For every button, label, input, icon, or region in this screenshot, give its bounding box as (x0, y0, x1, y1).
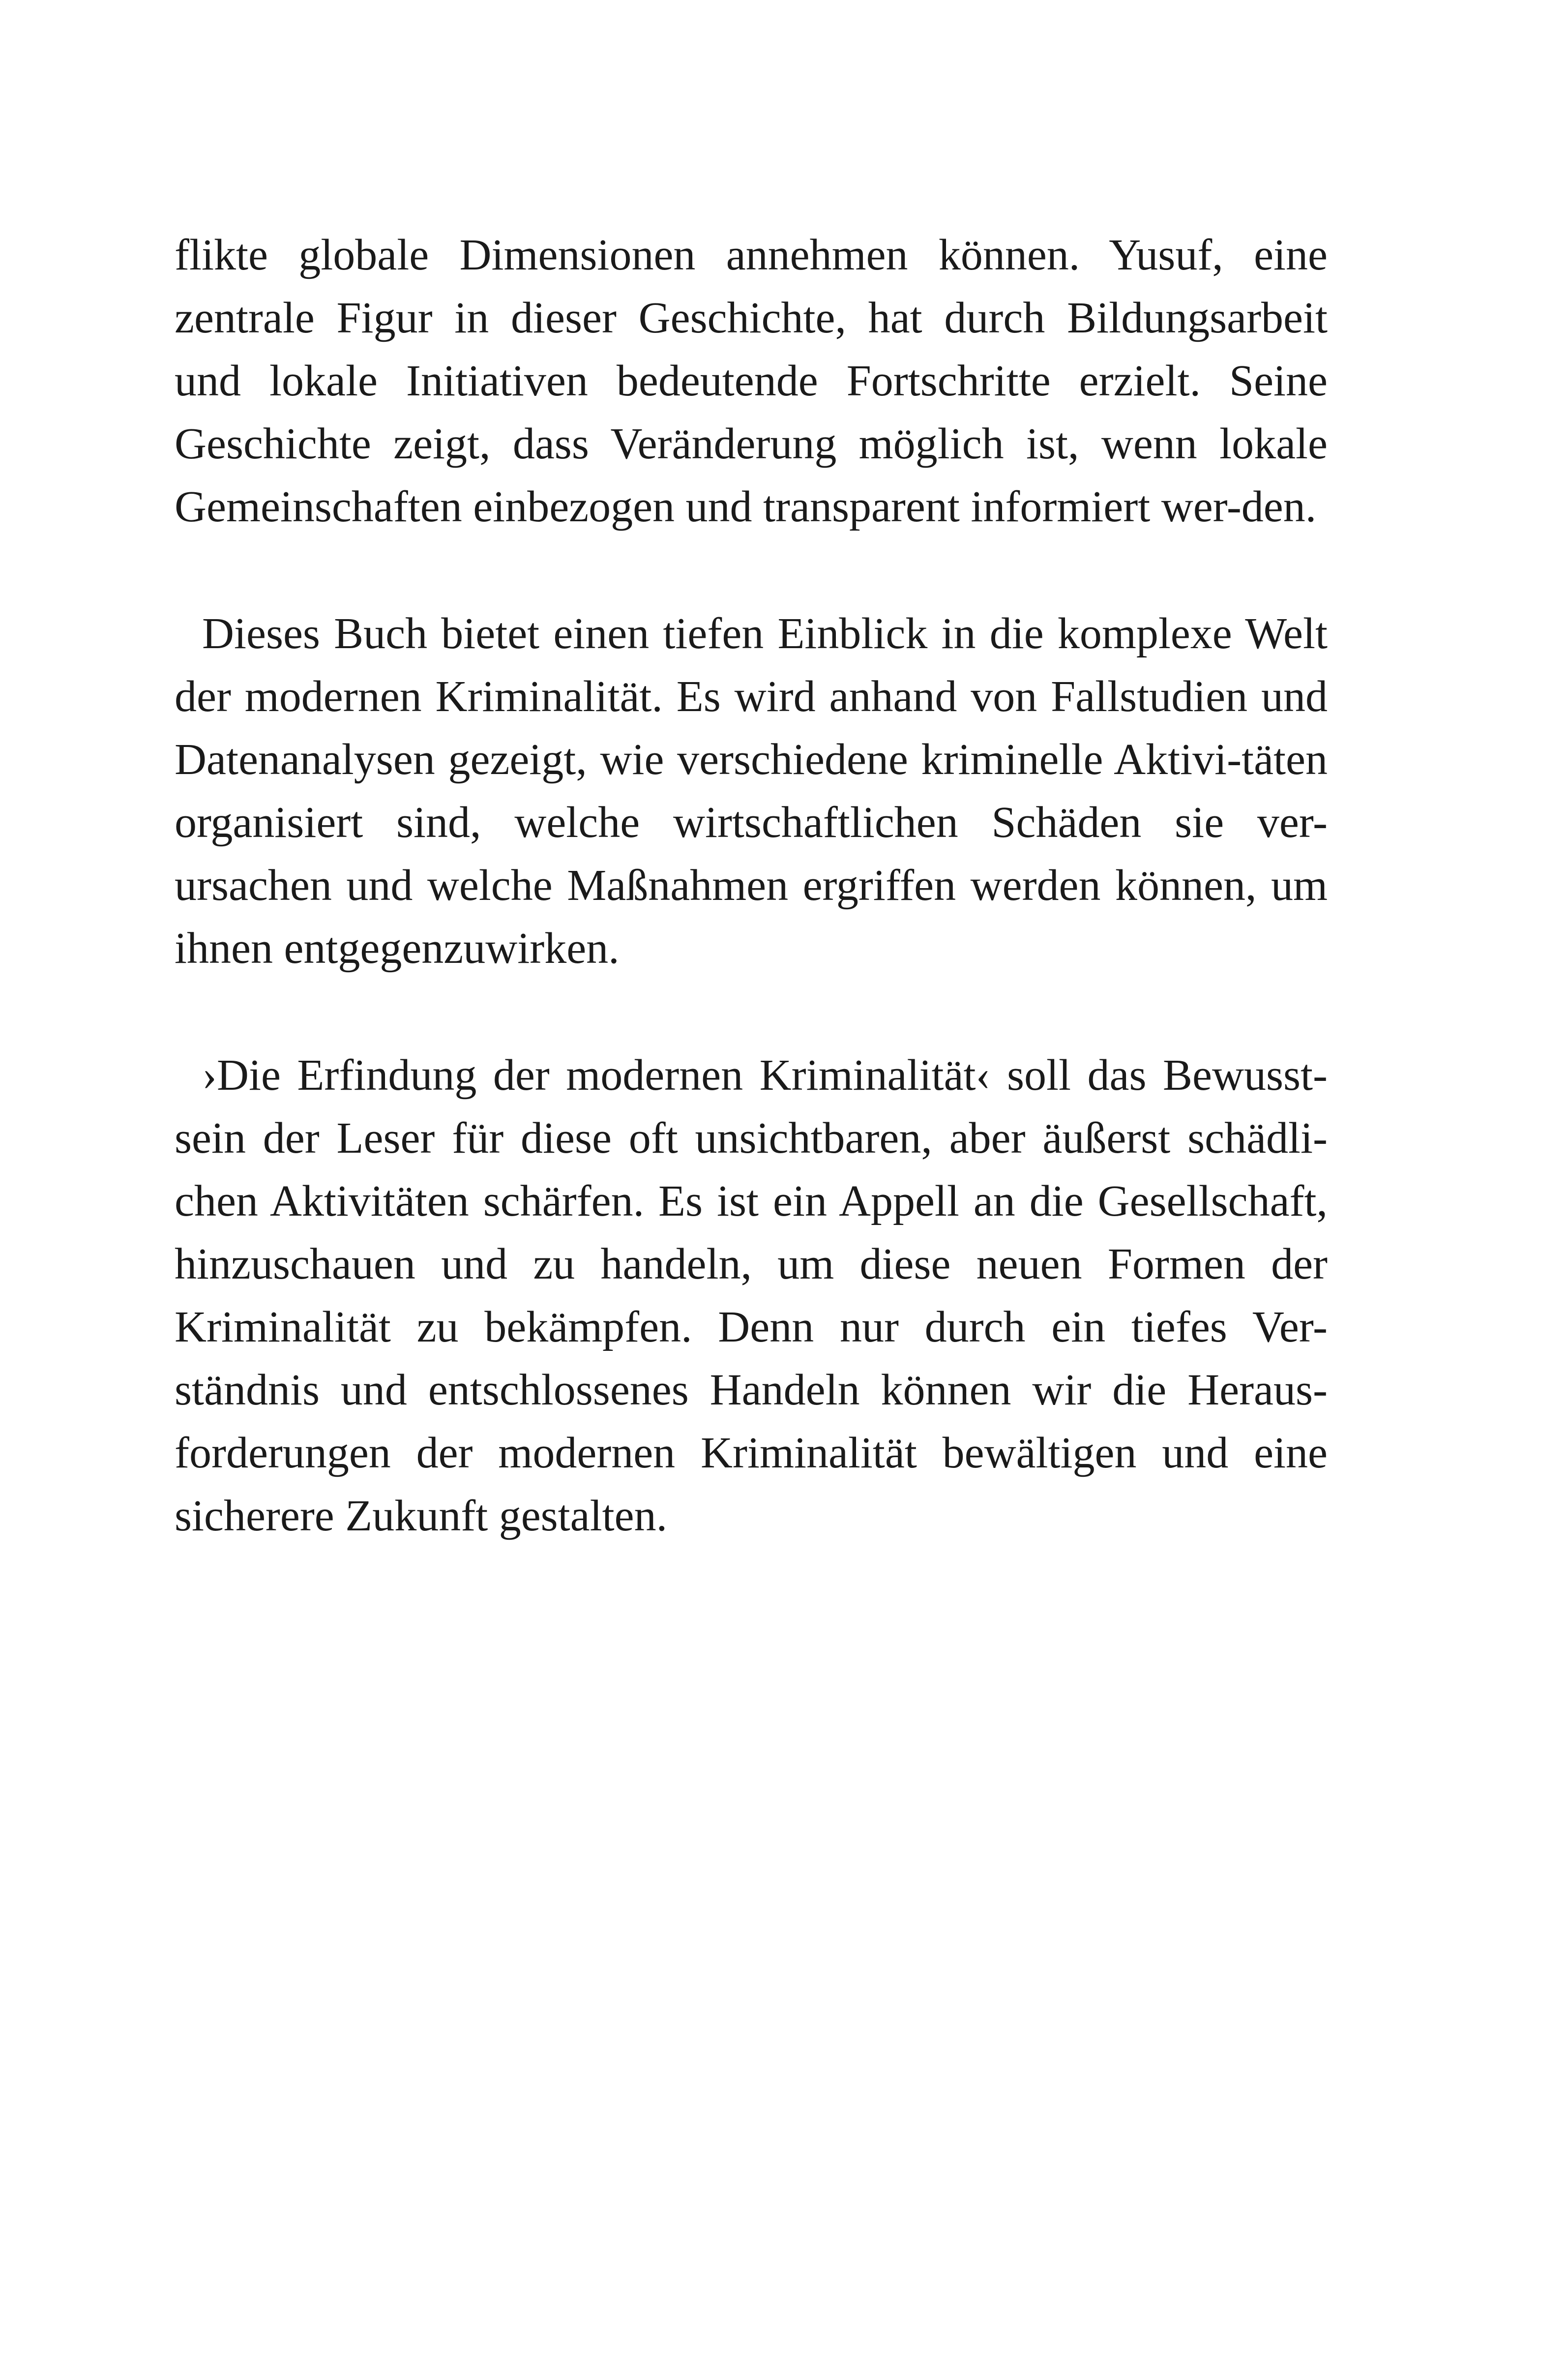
paragraph-1: flikte globale Dimensionen annehmen können. Yusuf, eine zentrale Figur in dieser Geschichte, hat durch Bildungsarbeit und lokale Initiativen bedeutende Fortschritte erzielt. Seine Geschichte zeigt, dass Veränderung möglich ist, wenn lokale Gemeinschaften einbezogen und transparent informiert wer-den. (175, 231, 1328, 531)
paragraph-3: ›Die Erfindung der modernen Kriminalität‹ soll das Bewusst-sein der Leser für diese oft unsichtbaren, aber äußerst schädli-chen Aktivitäten schärfen. Es ist ein Appell an die Gesellschaft, hinzuschauen und zu handeln, um diese neuen Formen der Kriminalität zu bekämpfen. Denn nur durch ein tiefes Ver-ständnis und entschlossenes Handeln können wir die Heraus-forderungen der modernen Kriminalität bewältigen und eine sicherere Zukunft gestalten. (175, 1051, 1328, 1540)
paragraph-2: Dieses Buch bietet einen tiefen Einblick in die komplexe Welt der modernen Kriminalität. Es wird anhand von Fallstudien und Datenanalysen gezeigt, wie verschiedene kriminelle Aktivi-täten organisiert sind, welche wirtschaftlichen Schäden sie ver-ursachen und welche Maßnahmen ergriffen werden können, um ihnen entgegenzuwirken. (175, 609, 1328, 973)
body-text (175, 224, 1328, 1548)
